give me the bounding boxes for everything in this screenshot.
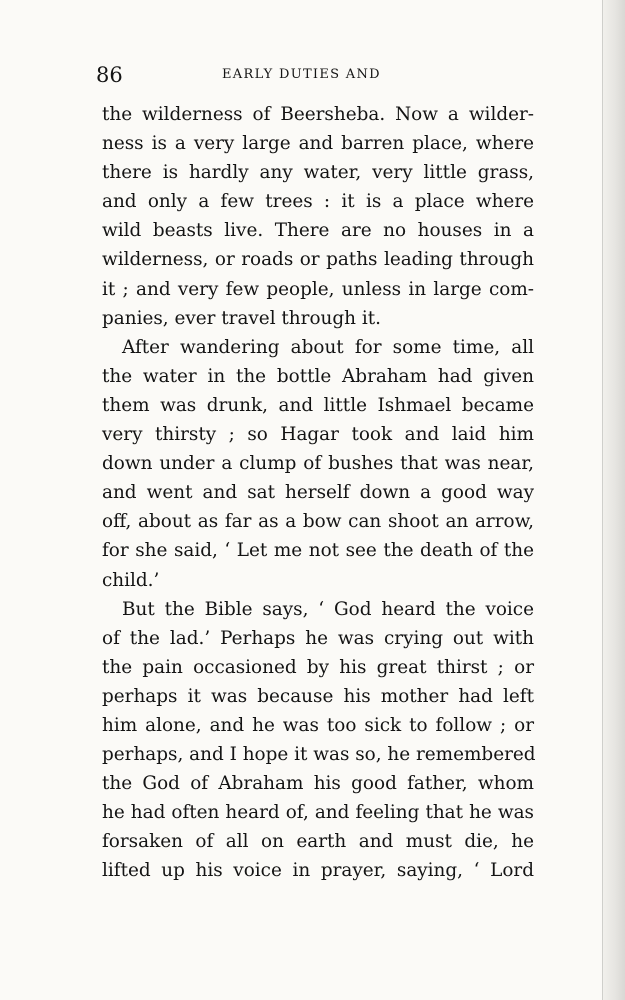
text-line: the pain occasioned by his great thirst ; or	[102, 656, 534, 678]
text-line: him alone, and he was too sick to follow ; or	[102, 714, 534, 736]
text-line: After wandering about for some time, all	[122, 336, 534, 358]
text-line: wilderness, or roads or paths leading through	[102, 249, 534, 271]
text-line: child.’	[102, 569, 160, 591]
text-line: the wilderness of Beersheba. Now a wilder-	[102, 104, 534, 125]
text-line: forsaken of all on earth and must die, he	[102, 831, 534, 853]
text-line: it ; and very few people, unless in large com-	[102, 278, 534, 300]
text-line: ness is a very large and barren place, where	[102, 133, 534, 155]
page-number: 86	[96, 63, 123, 87]
text-line: for she said, ‘ Let me not see the death of the	[102, 540, 534, 562]
text-line: the water in the bottle Abraham had given	[102, 365, 534, 387]
page-edge-shadow	[602, 0, 625, 1000]
text-line: lifted up his voice in prayer, saying, ‘ Lord	[102, 860, 534, 882]
text-line: off, about as far as a bow can shoot an arrow,	[102, 511, 534, 533]
page-header	[96, 62, 536, 88]
text-line: and only a few trees : it is a place where	[102, 191, 534, 213]
text-line: perhaps it was because his mother had left	[102, 685, 534, 707]
running-head: EARLY DUTIES AND	[222, 67, 381, 82]
text-line: panies, ever travel through it.	[102, 307, 381, 329]
text-line: there is hardly any water, very little grass,	[102, 162, 534, 184]
text-line: and went and sat herself down a good way	[102, 482, 534, 504]
text-line: perhaps, and I hope it was so, he remembered	[102, 744, 536, 766]
text-line: But the Bible says, ‘ God heard the voice	[122, 598, 534, 620]
text-line: of the lad.’ Perhaps he was crying out with	[102, 627, 534, 649]
text-line: wild beasts live. There are no houses in a	[102, 220, 534, 242]
text-line: the God of Abraham his good father, whom	[102, 773, 534, 795]
text-line: down under a clump of bushes that was near,	[102, 453, 534, 475]
text-line: very thirsty ; so Hagar took and laid him	[102, 424, 534, 446]
text-line: he had often heard of, and feeling that he was	[102, 802, 534, 824]
text-line: them was drunk, and little Ishmael became	[102, 394, 534, 416]
body-text	[102, 100, 534, 886]
